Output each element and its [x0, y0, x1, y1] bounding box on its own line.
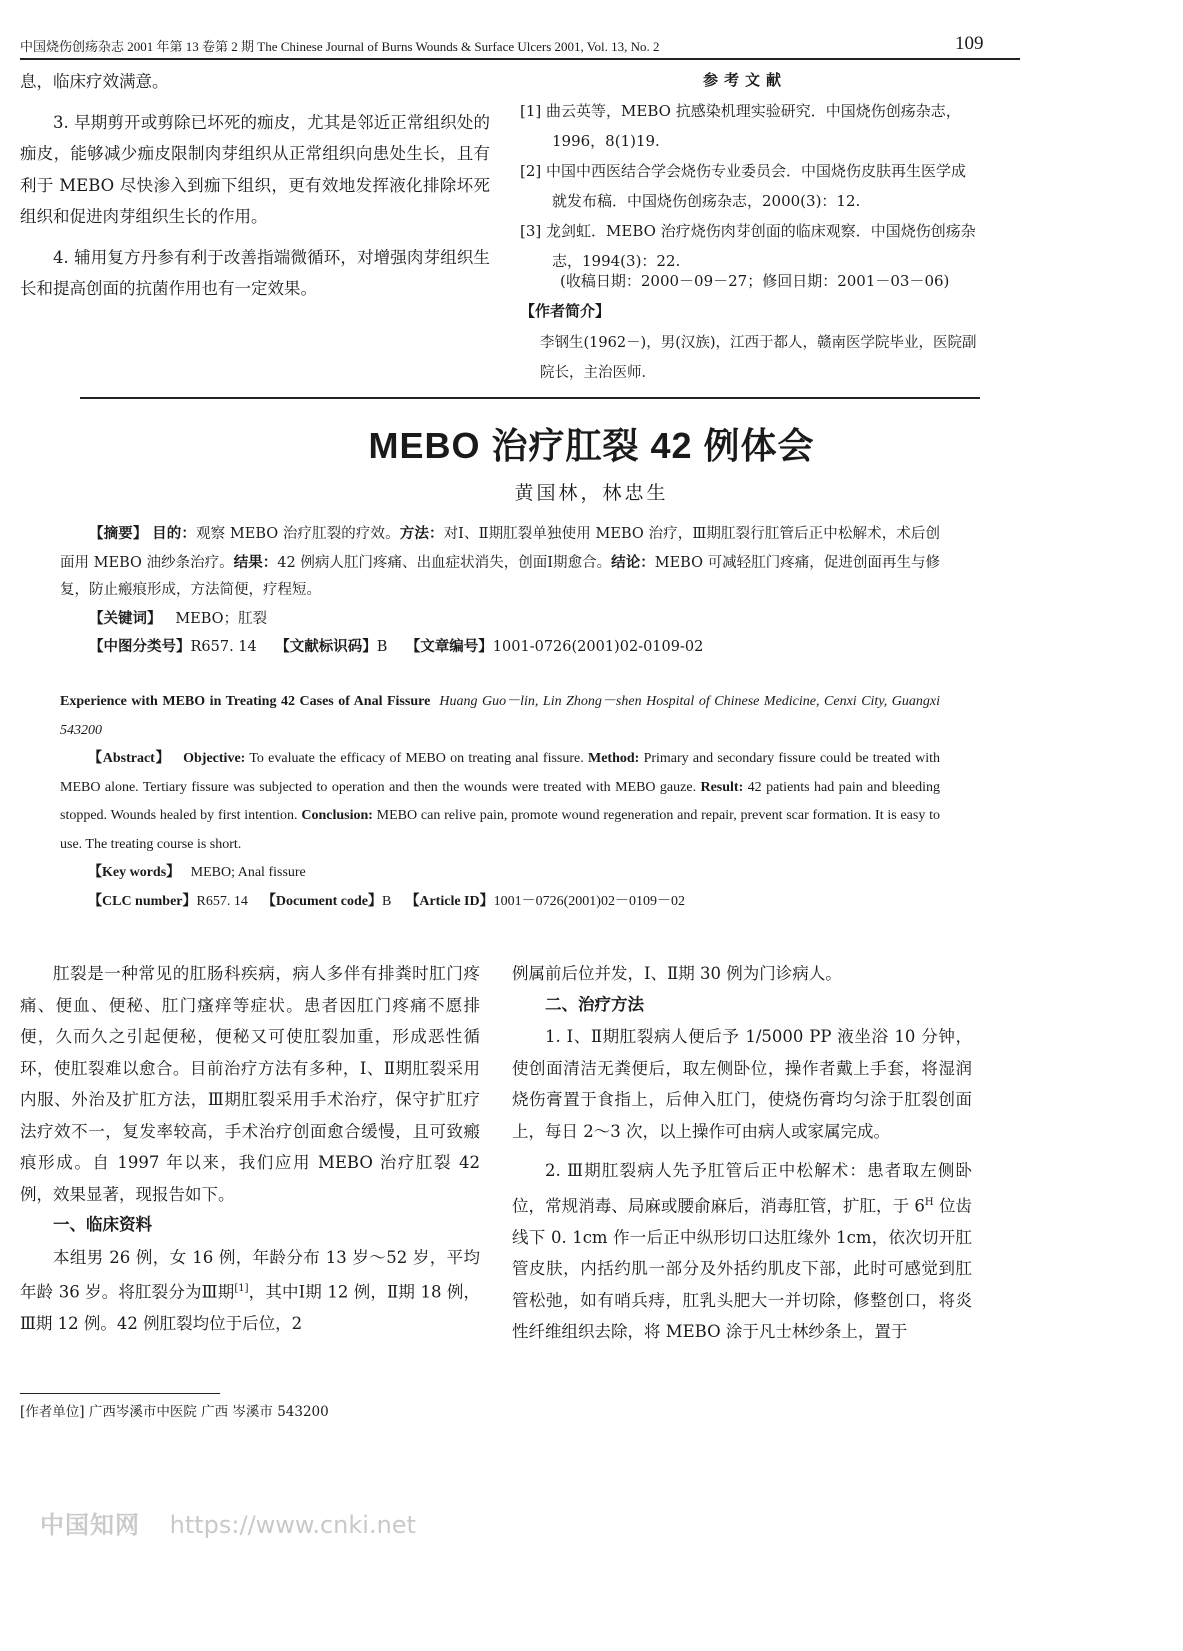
abstract-cn-body — [60, 520, 940, 605]
en-keywords-line — [60, 859, 940, 888]
article-id-cn-label: 【文章编号】 — [405, 638, 493, 655]
treatment-paragraph-2 — [512, 1155, 972, 1348]
conclusion-label: 结论： — [611, 553, 655, 571]
prev-paragraph: 3. 早期剪开或剪除已坏死的痂皮，尤其是邻近正常组织处的痂皮，能够减少痂皮限制肉芽组织从正常组织向患处生长，且有利于 MEBO 尽快渗入到痂下组织，更有效地发挥液化排除坏死组织和促进肉芽组织生长的作用。 — [20, 112, 490, 226]
section-heading-clinical-data: 一、临床资料 — [53, 1216, 152, 1234]
en-method-label: Method: — [587, 751, 640, 766]
citation-ref: [1] — [234, 1283, 249, 1294]
clinical-data-text-rest: ，其中Ⅰ期 12 例，Ⅱ期 18 例，Ⅲ期 12 例。42 例肛裂均位于后位，2 — [20, 1282, 480, 1333]
en-conclusion: MEBO can relive pain, promote wound regeneration and repair, prevent scar formation. It is easy to use. The treating course is short. — [60, 808, 940, 852]
article-id-cn: 1001-0726(2001)02-0109-02 — [492, 639, 704, 655]
result-text: 42 例病人肛门疼痛、出血症状消失，创面Ⅰ期愈合。 — [277, 554, 612, 571]
intro-paragraph: 肛裂是一种常见的肛肠科疾病，病人多伴有排粪时肛门疼痛、便血、便秘、肛门瘙痒等症状。患者因肛门疼痛不愿排便，久而久之引起便秘，便秘又可使肛裂加重，形成恶性循环，使肛裂难以愈合。目前治疗方法有多种，Ⅰ、Ⅱ期肛裂采用内服、外治及扩肛方法，Ⅲ期肛裂采用手术治疗，保守扩肛疗法疗效不一，复发率较高，手术治疗创面愈合缓慢，且可致瘢痕形成。自 1997 年以来，我们应用 MEBO 治疗肛裂 42 例，效果显著，现报告如下。 — [20, 964, 480, 1204]
author-note-label: 【作者简介】 — [520, 302, 611, 320]
body-right-column — [512, 958, 972, 1348]
reference-item: [2] 中国中西医结合学会烧伤专业委员会．中国烧伤皮肤再生医学成就发布稿．中国烧伤创疡杂志，2000(3)：12. — [520, 162, 967, 210]
page-number: 109 — [955, 33, 984, 54]
conclusion-text: MEBO 可减轻肛门疼痛，促进创面再生与修复，防止瘢痕形成，方法简便，疗程短。 — [60, 554, 941, 598]
keywords-cn-line — [60, 605, 940, 634]
en-doc-code: B — [382, 893, 392, 909]
watermark — [40, 1505, 416, 1540]
result-label: 结果： — [233, 553, 278, 571]
clc-cn-label: 【中图分类号】 — [89, 638, 191, 655]
en-article-id-label: 【Article ID】 — [405, 893, 494, 909]
treatment-paragraph-1: 1. Ⅰ、Ⅱ期肛裂病人便后予 1/5000 PP 液坐浴 10 分钟，使创面清洁无粪便后，取左侧卧位，操作者戴上手套，将湿润烧伤膏置于食指上，后伸入肛门，使烧伤膏均匀涂于肛裂创面上，每日 2～3 次，以上操作可由病人或家属完成。 — [512, 1027, 972, 1141]
keywords-cn: MEBO；肛裂 — [175, 610, 268, 627]
clinical-data-paragraph — [20, 1242, 480, 1340]
references-list — [520, 96, 980, 276]
en-conclusion-label: Conclusion: — [301, 808, 373, 823]
clinical-data-text: 本组男 26 例，女 16 例，年龄分布 13 岁～52 岁，平均年龄 36 岁。将肛裂分为Ⅲ期 — [20, 1247, 480, 1302]
en-title-line — [60, 688, 940, 745]
en-classification-line — [60, 888, 940, 917]
continued-text: 例属前后位并发，Ⅰ、Ⅱ期 30 例为门诊病人。 — [512, 964, 842, 983]
keywords-cn-label: 【关键词】 — [89, 609, 162, 627]
en-article-id: 1001－0726(2001)02－0109－02 — [493, 893, 685, 909]
treatment-paragraph-2-b: 位齿线下 0. 1cm 作一后正中纵形切口达肛缘外 1cm，依次切开肛管皮肤，内括约肌一部分及外括约肌皮下部，此时可感觉到肛管松弛，如有哨兵痔，肛乳头肥大一并切除，修整创口，将炎性纤维组织去除，将 MEBO 涂于凡士林纱条上，置于 — [512, 1196, 972, 1341]
en-result: 42 patients had pain and bleeding stopped. Wounds healed by first intention. — [60, 779, 940, 823]
section-heading-treatment: 二、治疗方法 — [545, 995, 644, 1014]
en-keywords: MEBO; Anal fissure — [190, 865, 306, 880]
abstract-cn — [60, 520, 940, 662]
article-divider — [80, 397, 980, 399]
running-head: 中国烧伤创疡杂志 2001 年第 13 卷第 2 期 The Chinese Journal of Burns Wounds & Surface Ulcers 2001, Vol. 13, No. 2 — [20, 39, 660, 54]
article-authors: 黄国林，林忠生 — [514, 482, 669, 504]
reference-item: [1] 曲云英等，MEBO 抗感染机理实验研究．中国烧伤创疡杂志，1996，8(1)19. — [520, 102, 961, 150]
en-abstract-label: 【Abstract】 — [88, 751, 171, 766]
en-title: Experience with MEBO in Treating 42 Cases of Anal Fissure — [60, 694, 431, 709]
abstract-label: 【摘要】 — [89, 525, 148, 542]
en-result-label: Result: — [700, 779, 744, 795]
watermark-url: https://www.cnki.net — [169, 1511, 416, 1539]
author-note: 李钢生(1962－)，男(汉族)，江西于都人，赣南医学院毕业，医院副院长，主治医师． — [540, 335, 977, 381]
doc-code-cn: B — [376, 639, 388, 655]
references-title: 参考文献 — [702, 71, 787, 89]
footnote-affiliation: [作者单位] 广西岑溪市中医院 广西 岑溪市 543200 — [20, 1404, 329, 1420]
method-text: 对Ⅰ、Ⅱ期肛裂单独使用 MEBO 治疗，Ⅲ期肛裂行肛管后正中松解术，术后创面用 MEBO 油纱条治疗。 — [60, 526, 941, 571]
en-objective-label: Objective: — [183, 751, 246, 766]
en-objective: To evaluate the efficacy of MEBO on treating anal fissure. — [245, 751, 588, 766]
en-keywords-label: 【Key words】 — [88, 865, 181, 880]
doc-code-cn-label: 【文献标识码】 — [275, 638, 377, 655]
cnki-logo: 中国知网 — [40, 1511, 140, 1539]
superscript-h: H — [924, 1196, 934, 1208]
treatment-paragraph-2-a: 2. Ⅲ期肛裂病人先予肛管后正中松解术：患者取左侧卧位，常规消毒、局麻或腰俞麻后，消毒肛管，扩肛，于 6 — [512, 1161, 972, 1215]
objective-label: 目的： — [152, 525, 196, 542]
objective-text: 观察 MEBO 治疗肛裂的疗效。 — [195, 526, 400, 542]
prev-paragraph: 4. 辅用复方丹参有利于改善指端微循环，对增强肉芽组织生长和提高创面的抗菌作用也有一定效果。 — [20, 247, 490, 298]
en-clc: R657. 14 — [196, 893, 248, 909]
reference-item: [3] 龙剑虹．MEBO 治疗烧伤肉芽创面的临床观察．中国烧伤创疡杂志，1994(3)：22. — [520, 222, 976, 270]
article-title: MEBO 治疗肛裂 42 例体会 — [368, 425, 815, 466]
classification-cn-line — [60, 633, 940, 662]
body-left-column — [20, 958, 480, 1340]
abstract-en — [60, 688, 940, 916]
en-method: Primary and secondary fissure could be treated with MEBO alone. Tertiary fissure was subjected to operation and then the wounds were treated with MEBO gauze. — [60, 751, 941, 795]
footnote-rule — [20, 1393, 220, 1394]
received-dates: (收稿日期：2000－09－27；修回日期：2001－03－06) — [560, 272, 950, 290]
clc-cn: R657. 14 — [190, 639, 257, 655]
header-rule — [20, 58, 1020, 60]
en-abstract-body — [60, 745, 940, 859]
method-label: 方法： — [399, 525, 444, 542]
en-clc-label: 【CLC number】 — [88, 893, 197, 909]
en-affiliation: Huang Guo－lin, Lin Zhong－shen Hospital of Chinese Medicine, Cenxi City, Guangxi 543200 — [60, 694, 941, 738]
en-doc-code-label: 【Document code】 — [261, 893, 383, 909]
prev-paragraph: 息，临床疗效满意。 — [20, 72, 169, 91]
previous-article-text — [20, 66, 490, 305]
